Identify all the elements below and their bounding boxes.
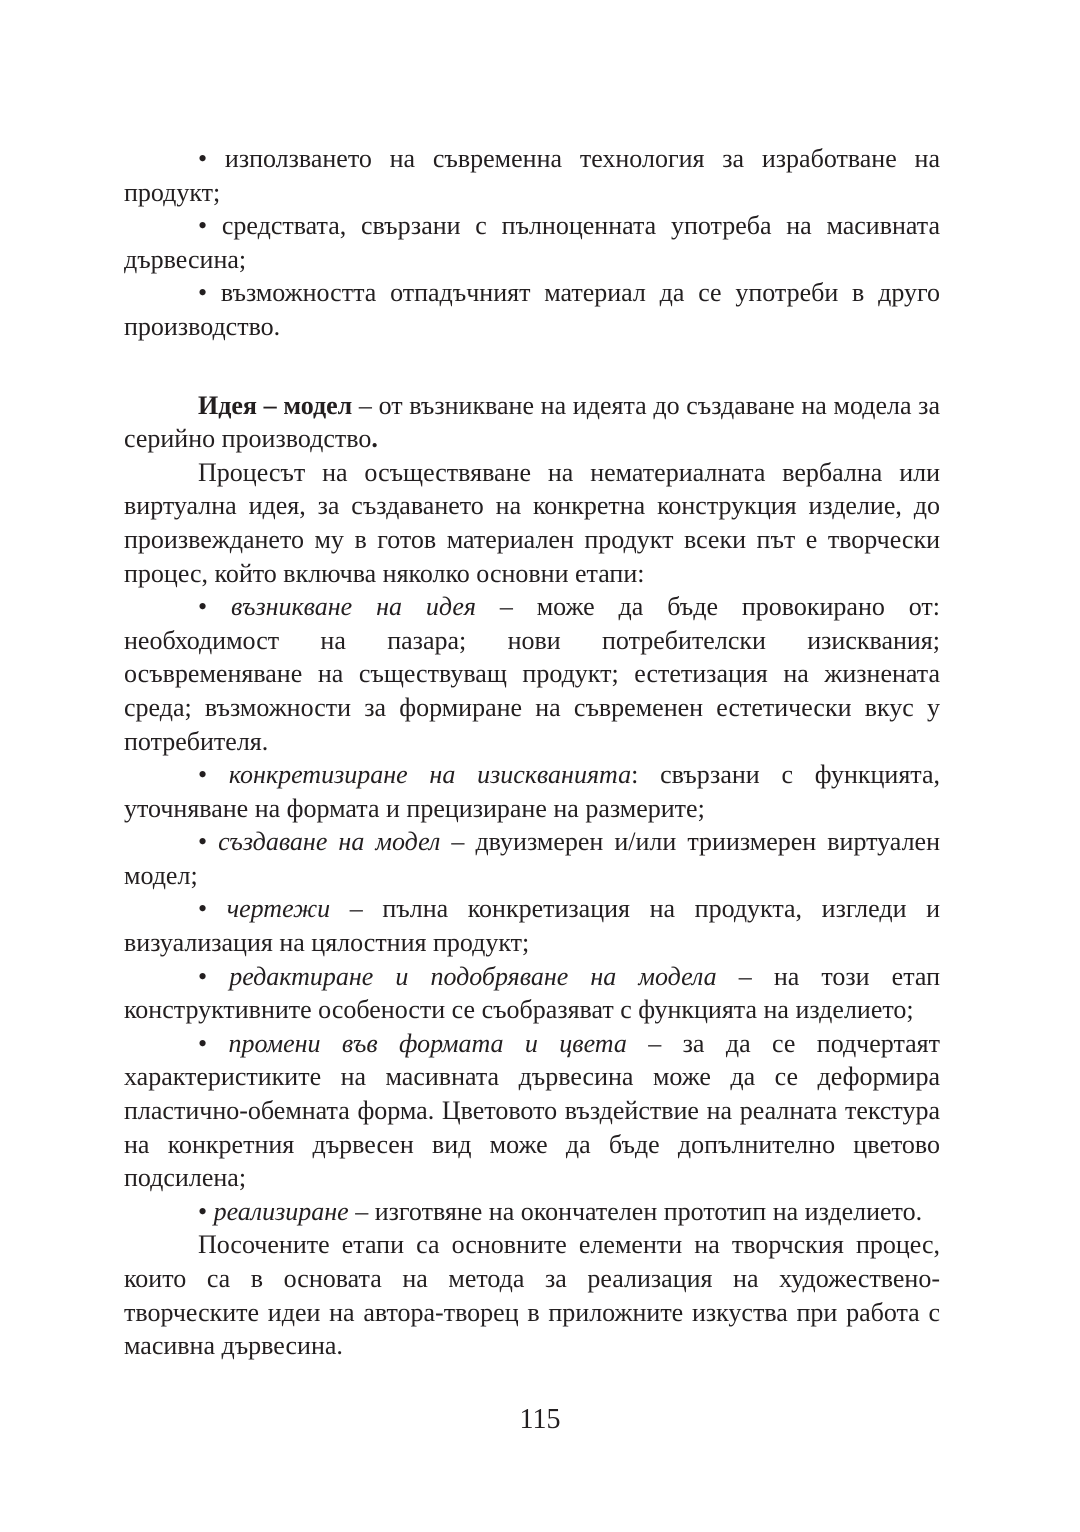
bullet-text: възможността отпадъчният материал да се употреби в друго производство. <box>124 278 941 341</box>
conclusion-paragraph: Посочените етапи са основните елементи на творчския процес, които са в основата на метода за реализация на художествено-творческите идеи на автора-творец в приложните изкуства при работа с масивна дървесина. <box>124 1230 940 1361</box>
stage-term: редактиране и подобряване на модела <box>229 961 717 991</box>
stage-text: – двуизмерен и/или триизмерен виртуален модел; <box>124 827 941 890</box>
stage-item <box>124 1027 940 1195</box>
bullet-marker: • <box>198 894 208 924</box>
stage-text: – на този етап конструктивните особености се съобразяват с функцията на изделието; <box>124 961 941 1025</box>
stage-term: създаване на модел <box>218 827 441 857</box>
bullet-marker: • <box>198 1028 208 1058</box>
section-heading <box>124 389 940 456</box>
bullet-marker: • <box>198 278 208 308</box>
intro-paragraph: Процесът на осъществяване на нематериалната вербална или виртуална идея, за създаването на конкретна конструкция изделие, до произвеждането му в готов материален продукт всеки път е творчески процес, който включва няколко основни етапи: <box>124 457 940 588</box>
bullet-marker: • <box>198 1196 208 1226</box>
bullet-item <box>124 209 940 276</box>
bullet-item <box>124 276 940 343</box>
section-title-rest: – от възникване на идеята до създаване на модела за серийно производство <box>124 390 940 454</box>
stage-term: възникване на идея <box>231 592 476 622</box>
stage-text: : свързани с функцията, уточняване на формата и прецизиране на размерите; <box>124 760 940 823</box>
stage-text: – пълна конкретизация на продукта, изгледи и визуализация на цялостния продукт; <box>124 894 940 958</box>
stage-item <box>124 960 940 1027</box>
stage-term: чертежи <box>226 894 331 924</box>
stage-item <box>124 758 940 825</box>
section-title: Идея – модел <box>198 390 353 420</box>
section-title-end: . <box>371 424 378 454</box>
bullet-text: използването на съвременна технология за изработване на продукт; <box>124 144 941 207</box>
stage-term: конкретизиране на изискванията <box>228 760 632 790</box>
stage-item <box>124 825 940 892</box>
bullet-marker: • <box>198 592 208 622</box>
stage-text: – може да бъде провокирано от: необходимост на пазара; нови потребителски изисквания; осъвременяване на съществуващ продукт; естетизация на жизнената среда; възможности за формиране на съвременен естетически вкус у потребителя. <box>124 592 941 756</box>
stage-item <box>124 892 940 959</box>
bullet-text: средствата, свързани с пълноценната употреба на масивната дървесина; <box>124 211 940 274</box>
bullet-marker: • <box>198 211 208 241</box>
stage-term: промени във формата и цвета <box>228 1028 627 1058</box>
bullet-marker: • <box>198 760 208 790</box>
page-number: 115 <box>519 1404 561 1435</box>
bullet-marker: • <box>198 961 208 991</box>
stage-text: – за да се подчертаят характеристиките на масивната дървесина може да се деформира пластично-обемната форма. Цветовото въздействие на реалната текстура на конкретния дървесен вид може да бъде допълнително цветово подсилена; <box>124 1028 940 1193</box>
bullet-item <box>124 142 940 209</box>
page-body <box>124 142 940 1363</box>
stage-text: – изготвяне на окончателен прототип на изделието. <box>348 1196 923 1226</box>
stage-term: реализиране <box>213 1196 349 1226</box>
stage-item <box>124 590 940 758</box>
bullet-marker: • <box>198 144 208 173</box>
stage-item <box>124 1195 940 1229</box>
bullet-marker: • <box>198 827 208 857</box>
